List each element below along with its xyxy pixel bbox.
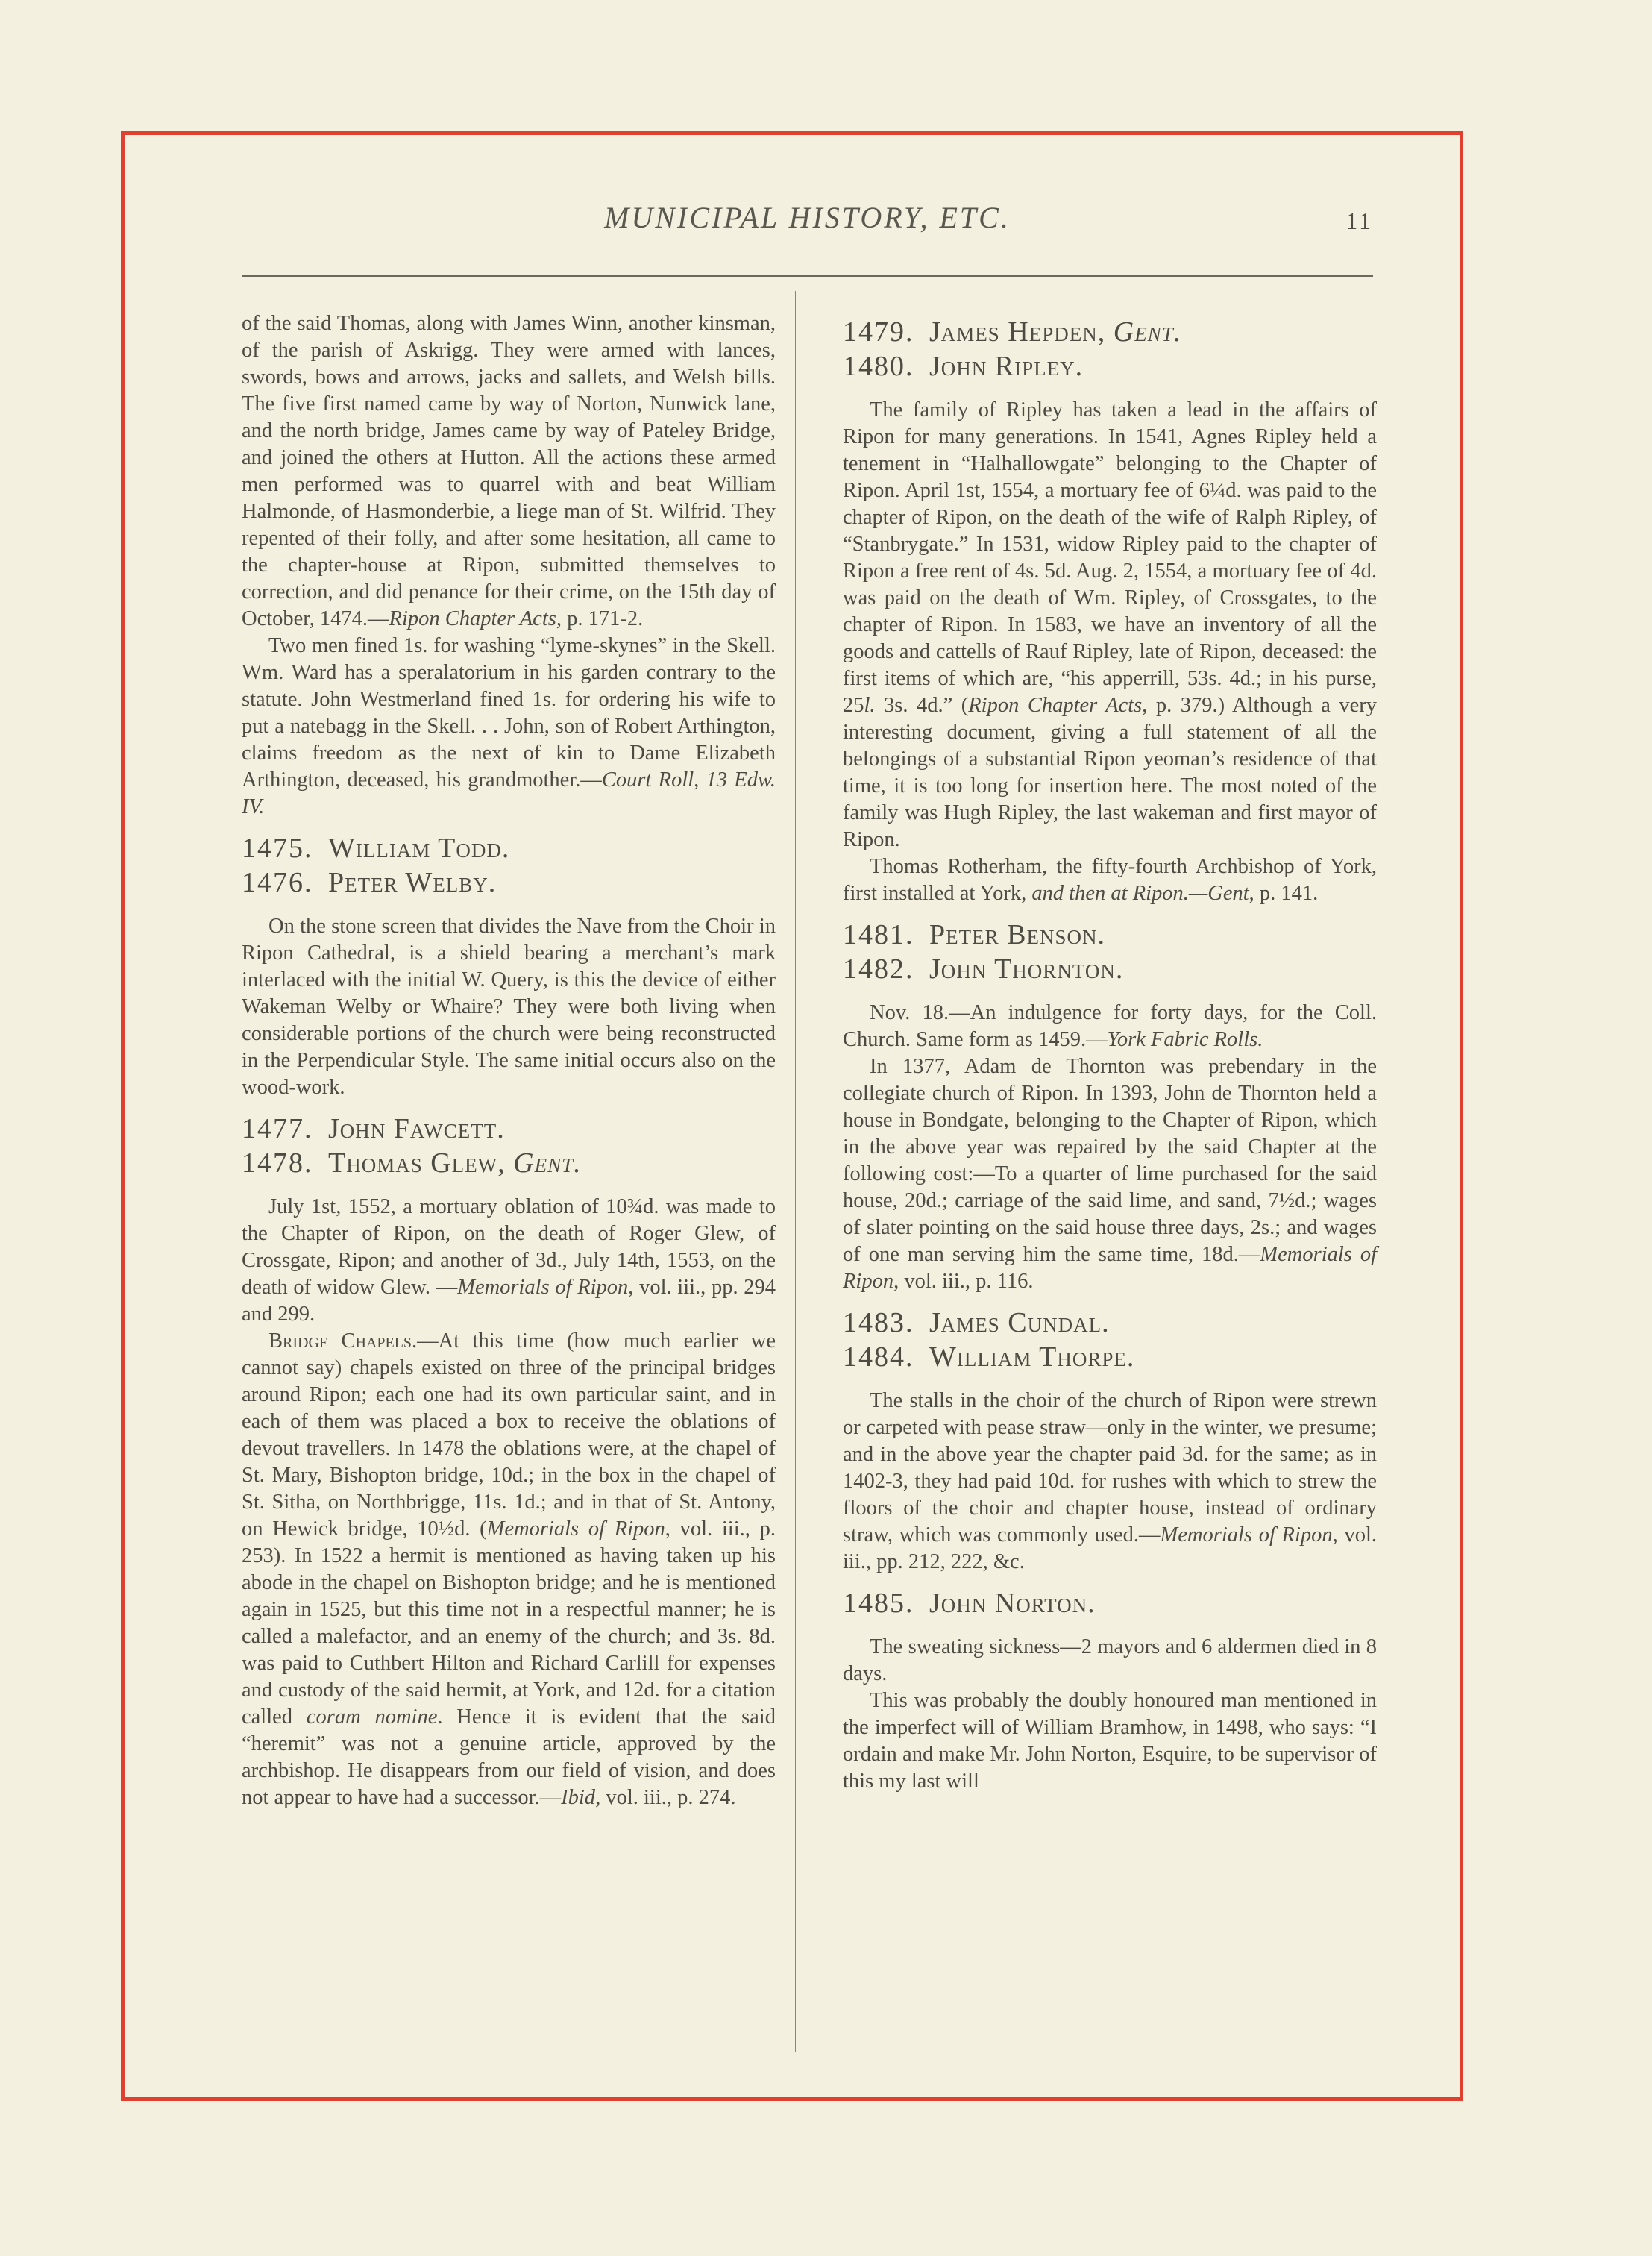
entry-heading [242, 1146, 776, 1180]
entry-year: 1479. [843, 316, 914, 348]
entry-year: 1482. [843, 953, 914, 985]
text-run: Thomas Rotherham, the fifty-fourth Archbishop of York, first installed at York, [843, 855, 1377, 905]
text-run: Two men fined 1s. for washing “lyme-skynes” in the Skell. Wm. Ward has a speralatorium in his garden contrary to the statute. John Westmerland fined 1s. for ordering his wife to put a natebagg in the Skell. . . John, son of Robert Arthington, claims freedom as the next of kin to Dame Elizabeth Arthington, deceased, his grandmother.— [242, 634, 776, 792]
entry-year: 1476. [242, 867, 313, 898]
entry-name: William Todd. [328, 833, 510, 864]
italic-citation: coram nomine [306, 1705, 438, 1729]
italic-citation: Ibid [561, 1786, 596, 1809]
entry-year: 1477. [242, 1113, 313, 1144]
text-run: Nov. 18.—An indulgence for forty days, for the Coll. Church. Same form as 1459.— [843, 1001, 1377, 1051]
text-run: The stalls in the choir of the church of Ripon were strewn or carpeted with pease straw—only in the winter, we presume; and in the above year the chapter paid 3d. for the same; as in 1402-3, they had paid 10d. for rushes with which to strew the floors of the choir and chapter house, instead of ordinary straw, which was commonly used.— [843, 1389, 1377, 1547]
entry-heading [843, 315, 1377, 349]
text-run: , vol. iii., pp. 212, 222, &c. [843, 1523, 1377, 1573]
entry-name: William Thorpe. [929, 1341, 1135, 1373]
entry-name: John Norton. [929, 1588, 1096, 1619]
text-run: , vol. iii., p. 253). In 1522 a hermit is mentioned as having taken up his abode in the chapel on Bishopton bridge; and he is mentioned again in 1525, but this time not in a respectful manner; he is called a malefactor, and an enemy of the church; and 3s. 8d. was paid to Cuthbert Hilton and Richard Carlill for expenses and custody of the said hermit, at York, and 12d. for a citation called [242, 1517, 776, 1729]
entry-name: John Ripley. [929, 351, 1084, 382]
paragraph [843, 397, 1377, 853]
italic-citation: and then at Ripon.—Gent [1031, 882, 1249, 905]
italic-citation: Ripon Chapter Acts [389, 607, 556, 630]
entry-heading [843, 349, 1377, 383]
text-run: —At this time (how much earlier we cannot say) chapels existed on three of the principal bridges around Ripon; each one had its own particular saint, and in each of them was placed a box to receive the oblations of devout travellers. In 1478 the oblations were, at the chapel of St. Mary, Bishopton bridge, 10d.; in the box in the chapel of St. Sitha, on Northbrigge, 11s. 1d.; and in that of St. Antony, on Hewick bridge, 10½d. ( [242, 1329, 776, 1541]
entry-name: Peter Welby. [328, 867, 497, 898]
text-run: July 1st, 1552, a mortuary oblation of 10¾d. was made to the Chapter of Ripon, on the death of Roger Glew, of Crossgate, Ripon; and another of 3d., July 14th, 1553, on the death of widow Glew. — [242, 1195, 776, 1299]
column-divider [795, 291, 796, 2052]
italic-citation: Memorials of Ripon [457, 1276, 629, 1299]
text-run: The family of Ripley has taken a lead in the affairs of Ripon for many generations. In 1541, Agnes Ripley held a tenement in “Halhallowgate” belonging to the Chapter of Ripon. April 1st, 1554, a mortuary fee of 6¼d. was paid to the chapter of Ripon, on the death of the wife of Ralph Ripley, of “Stanbrygate.” In 1531, widow Ripley paid to the chapter of Ripon a free rent of 4s. 5d. Aug. 2, 1554, a mortuary fee of 4d. was paid on the death of Wm. Ripley, of Crossgates, to the chapter of Ripon. In 1583, we have an inventory of all the goods and cattells of Rauf Ripley, late of Ripon, deceased: the first items of which are, “his apperrill, 53s. 4d.; in his purse, 25 [843, 398, 1377, 717]
paragraph [843, 1634, 1377, 1688]
entry-heading [843, 952, 1377, 986]
entry-title-suffix: Gent. [513, 1147, 582, 1179]
entry-year: 1475. [242, 833, 313, 864]
text-run: of the said Thomas, along with James Winn, another kinsman, of the parish of Askrigg. They were armed with lances, swords, bows and arrows, jacks and sallets, and Welsh bills. The five first named came by way of Norton, Nunwick lane, and the north bridge, James came by way of Pateley Bridge, and joined the others at Hutton. All the actions these armed men performed was to quarrel with and beat William Halmonde, of Hasmonderbie, a liege man of St. Wilfrid. They repented of their folly, and after some hesitation, all came to the chapter-house at Ripon, submitted themselves to correction, and did penance for their crime, on the 15th day of October, 1474.— [242, 312, 776, 630]
text-run: . Hence it is evident that the said “heremit” was not a genuine article, approved by the archbishop. He disappears from our field of vision, and does not appear to have had a successor.— [242, 1705, 776, 1809]
paragraph [242, 633, 776, 821]
italic-citation: Court Roll, 13 Edw. IV. [242, 768, 776, 818]
text-run: , vol. iii., p. 274. [595, 1786, 736, 1809]
paragraph [242, 913, 776, 1101]
entry-name: Peter Benson. [929, 919, 1105, 950]
left-column [242, 310, 776, 1811]
entry-heading [843, 1586, 1377, 1620]
text-run: On the stone screen that divides the Nave from the Choir in Ripon Cathedral, is a shield bearing a merchant’s mark interlaced with the initial W. Query, is this the device of either Wakeman Welby or Whaire? They were both living when considerable portions of the church were being reconstructed in the Perpendicular Style. The same initial occurs also on the wood-work. [242, 915, 776, 1099]
italic-citation: Memorials of Ripon [843, 1243, 1377, 1293]
paragraph [242, 310, 776, 633]
entry-heading [242, 865, 776, 900]
text-run: The sweating sickness—2 mayors and 6 aldermen died in 8 days. [843, 1635, 1377, 1685]
paragraph [843, 1388, 1377, 1576]
text-run: This was probably the doubly honoured man mentioned in the imperfect will of William Bramhow, in 1498, who says: “I ordain and make Mr. John Norton, Esquire, to be supervisor of this my last will [843, 1689, 1377, 1793]
entry-name: John Fawcett. [328, 1113, 505, 1144]
text-run: , vol. iii., p. 116. [893, 1270, 1034, 1293]
running-title: MUNICIPAL HISTORY, ETC. [604, 201, 1011, 234]
entry-heading [843, 1306, 1377, 1340]
italic-citation: l. [864, 694, 876, 717]
entry-year: 1481. [843, 919, 914, 950]
paragraph [843, 1000, 1377, 1053]
header-rule [242, 275, 1373, 277]
small-caps-lead: Bridge Chapels. [268, 1329, 418, 1353]
entry-year: 1483. [843, 1307, 914, 1338]
right-column [843, 315, 1377, 1795]
entry-name: James Hepden, [929, 316, 1106, 348]
text-run: , p. 379.) Although a very interesting document, giving a full statement of all the belongings of a substantial Ripon yeoman’s residence of that time, it is too long for insertion here. The most noted of the family was Hugh Ripley, the last wakeman and first mayor of Ripon. [843, 694, 1377, 851]
entry-heading [242, 831, 776, 865]
running-head [242, 200, 1373, 245]
paragraph [843, 1053, 1377, 1295]
paragraph [242, 1194, 776, 1328]
entry-year: 1484. [843, 1341, 914, 1373]
entry-year: 1485. [843, 1588, 914, 1619]
entry-name: Thomas Glew, [328, 1147, 506, 1179]
italic-citation: Memorials of Ripon [1160, 1523, 1333, 1547]
text-run: , vol. iii., pp. 294 and 299. [242, 1276, 776, 1326]
entry-heading [843, 918, 1377, 952]
entry-name: James Cundal. [929, 1307, 1110, 1338]
text-run: , p. 141. [1249, 882, 1319, 905]
paragraph [843, 1688, 1377, 1795]
entry-year: 1480. [843, 351, 914, 382]
entry-title-suffix: Gent. [1113, 316, 1182, 348]
entry-year: 1478. [242, 1147, 313, 1179]
italic-citation: Ripon Chapter Acts [968, 694, 1143, 717]
entry-heading [242, 1112, 776, 1146]
text-run: , p. 171-2. [556, 607, 644, 630]
italic-citation: Memorials of Ripon [486, 1517, 665, 1541]
paragraph [843, 853, 1377, 907]
text-run: 3s. 4d.” ( [875, 694, 969, 717]
entry-heading [843, 1340, 1377, 1374]
text-run: In 1377, Adam de Thornton was prebendary in the collegiate church of Ripon. In 1393, John de Thornton held a house in Bondgate, belonging to the Chapter of Ripon, which in the above year was repaired by the said Chapter at the following cost:—To a quarter of lime purchased for the said house, 20d.; carriage of the said lime, and sand, 7½d.; wages of slater pointing on the said house three days, 2s.; and wages of one man serving him the same time, 18d.— [843, 1055, 1377, 1266]
paragraph [242, 1328, 776, 1811]
entry-name: John Thornton. [929, 953, 1124, 985]
italic-citation: York Fabric Rolls. [1107, 1028, 1263, 1051]
page-number: 11 [1345, 207, 1373, 234]
